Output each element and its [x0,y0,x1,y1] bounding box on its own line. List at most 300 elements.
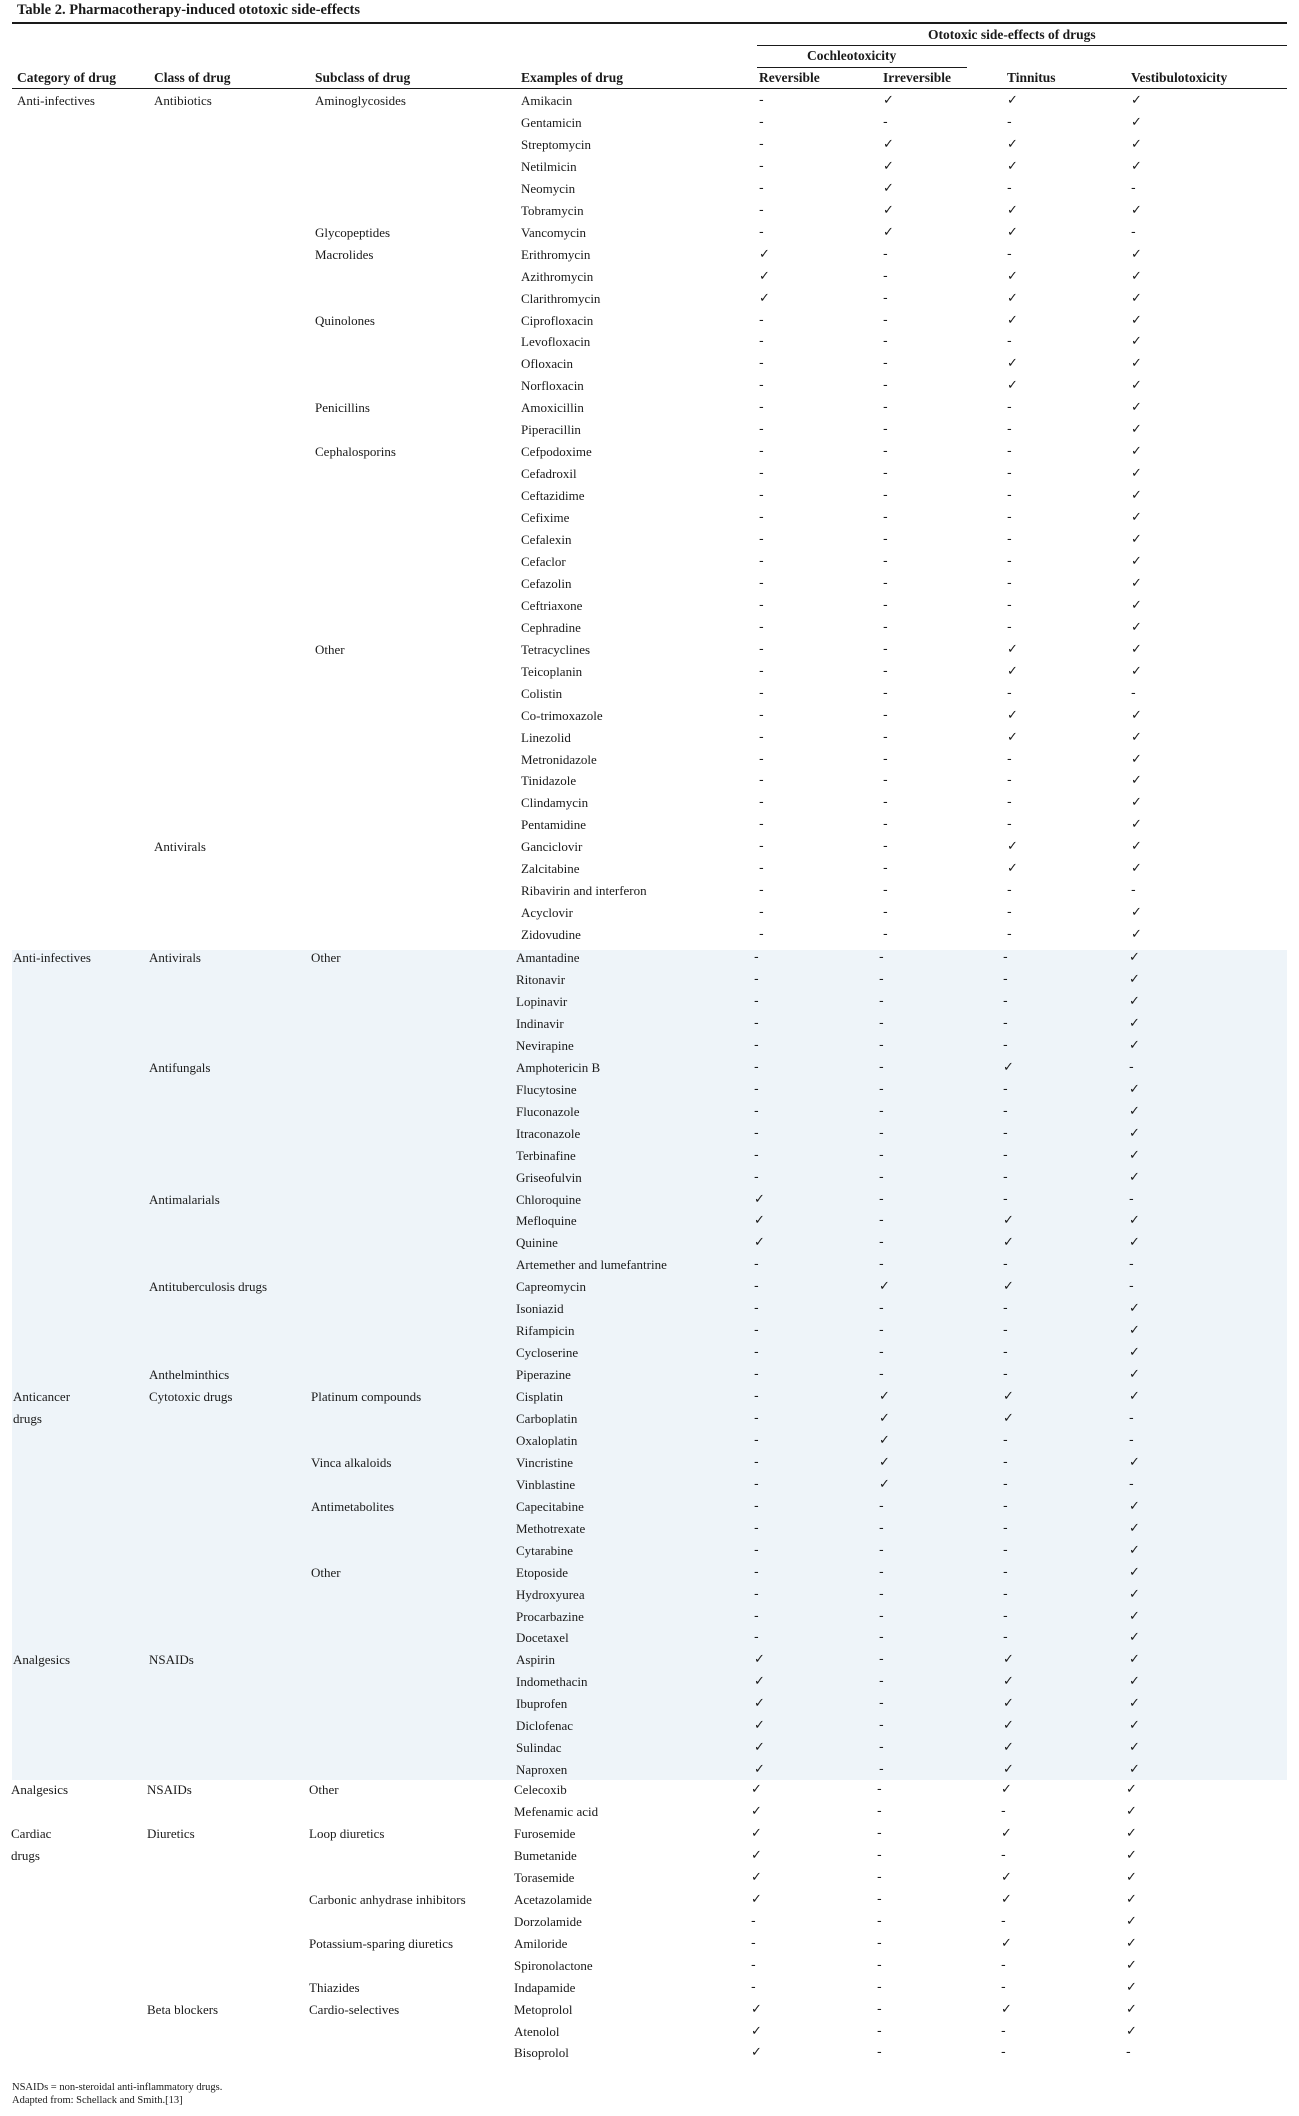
header-category: Category of drug [17,70,116,85]
cell-tinnitus: - [1007,444,1012,460]
cell-example: Vincristine [516,1454,573,1470]
cell-example: Zalcitabine [521,861,580,877]
cell-vestibulo: ✓ [1129,1301,1140,1317]
cell-tinnitus: - [1003,1323,1008,1339]
cell-subclass: Penicillins [315,400,370,416]
cell-reversible: - [754,1037,759,1053]
cell-irreversible: - [883,773,888,789]
cell-tinnitus: - [1001,1957,1006,1973]
cell-reversible: - [754,1476,759,1492]
cell-irreversible: - [879,1498,884,1514]
cell-example: Azithromycin [521,268,594,284]
cell-tinnitus: ✓ [1007,202,1018,218]
cell-example: Pentamidine [521,817,586,833]
cell-reversible: - [759,444,764,460]
cell-subclass: Carbonic anhydrase inhibitors [309,1891,466,1907]
cell-tinnitus: - [1003,1432,1008,1448]
header-class: Class of drug [154,70,231,85]
cell-tinnitus: ✓ [1007,312,1018,328]
cell-reversible: - [759,115,764,130]
cell-irreversible: - [883,246,888,262]
cell-subclass: Other [311,950,341,965]
cell-vestibulo: ✓ [1126,1957,1137,1973]
cell-tinnitus: ✓ [1003,1213,1014,1229]
cell-tinnitus: - [1007,400,1012,416]
cell-irreversible: - [883,422,888,438]
cell-reversible: ✓ [751,2001,762,2017]
cell-tinnitus: ✓ [1007,641,1018,657]
cell-class: Beta blockers [147,2001,219,2017]
cell-tinnitus: - [1003,1191,1008,1207]
cell-example: Methotrexate [516,1520,586,1536]
cell-example: Cefpodoxime [521,444,592,460]
cell-irreversible: - [879,1147,884,1163]
cell-irreversible: - [883,356,888,372]
cell-example: Chloroquine [516,1191,581,1207]
cell-example: Furosemide [514,1825,576,1841]
cell-vestibulo: ✓ [1131,663,1142,679]
cell-example: Netilmicin [521,158,577,174]
cell-example: Metronidazole [521,751,597,767]
cell-category: Anti-infectives [13,950,91,965]
cell-tinnitus: ✓ [1007,663,1018,679]
cell-example: Teicoplanin [521,663,583,679]
cell-irreversible: - [879,1718,884,1734]
cell-example: Tobramycin [521,202,584,218]
cell-vestibulo: ✓ [1129,1169,1140,1185]
cell-tinnitus: - [1007,795,1012,811]
cell-irreversible: - [879,1630,884,1646]
cell-irreversible: - [883,378,888,394]
cell-irreversible: - [879,1586,884,1602]
cell-tinnitus: - [1003,1169,1008,1185]
cell-vestibulo: ✓ [1129,1235,1140,1251]
cell-tinnitus: - [1003,950,1008,965]
cell-tinnitus: - [1003,1257,1008,1273]
cell-irreversible: - [877,1913,882,1929]
cell-reversible: ✓ [754,1191,765,1207]
cell-tinnitus: ✓ [1003,1389,1014,1404]
cell-vestibulo: ✓ [1129,1367,1140,1382]
cell-reversible: - [759,180,764,196]
cell-irreversible: ✓ [879,1476,890,1492]
cell-irreversible: - [877,1957,882,1973]
cell-example: Amiloride [514,1935,568,1951]
cell-reversible: - [759,510,764,526]
cell-reversible: - [751,1913,756,1929]
cell-irreversible: ✓ [879,1454,890,1470]
cell-reversible: - [759,839,764,855]
cell-example: Amoxicillin [521,400,584,416]
header-bottom-rule [12,88,1287,89]
cell-reversible: - [751,1979,756,1995]
cell-vestibulo: - [1131,224,1136,240]
cell-class: NSAIDs [147,1782,192,1797]
cell-tinnitus: - [1007,751,1012,767]
header-irreversible: Irreversible [883,70,951,85]
cell-reversible: - [754,972,759,987]
cell-category: Anti-infectives [17,93,95,108]
cell-tinnitus: - [1007,246,1012,262]
cell-tinnitus: ✓ [1007,356,1018,372]
cell-vestibulo: ✓ [1131,619,1142,635]
cell-example: Indapamide [514,1979,576,1995]
cell-reversible: - [754,1586,759,1602]
cell-example: Piperazine [516,1367,571,1382]
cell-reversible: - [754,1323,759,1339]
cell-reversible: - [759,422,764,438]
cell-reversible: - [759,685,764,701]
cell-reversible: - [754,1608,759,1624]
cell-tinnitus: - [1007,905,1012,921]
cell-example: Aspirin [516,1652,555,1668]
cell-reversible: - [759,795,764,811]
cell-reversible: - [759,378,764,394]
cell-irreversible: - [883,510,888,526]
header-group-rule [757,45,1287,46]
cell-reversible: - [754,1081,759,1097]
cell-irreversible: - [877,2023,882,2039]
cell-tinnitus: - [1007,532,1012,547]
cell-subclass: Platinum compounds [311,1389,422,1404]
cell-vestibulo: ✓ [1129,972,1140,987]
cell-vestibulo: ✓ [1129,1630,1140,1646]
cell-example: Neomycin [521,180,576,196]
cell-irreversible: - [879,1169,884,1185]
cell-irreversible: - [879,1696,884,1712]
cell-tinnitus: ✓ [1007,378,1018,394]
cell-vestibulo: ✓ [1129,1454,1140,1470]
cell-vestibulo: ✓ [1126,1847,1137,1863]
cell-tinnitus: ✓ [1007,136,1018,152]
cell-category: drugs [11,1847,40,1863]
cell-class: NSAIDs [149,1652,194,1668]
cell-example: Spironolactone [514,1957,593,1973]
cell-vestibulo: - [1129,1411,1134,1426]
cell-reversible: ✓ [751,1782,762,1797]
cell-tinnitus: - [1003,1037,1008,1053]
cell-example: Dorzolamide [514,1913,582,1929]
cell-tinnitus: - [1003,1476,1008,1492]
cell-vestibulo: ✓ [1129,1081,1140,1097]
cell-vestibulo: ✓ [1129,1213,1140,1229]
cell-subclass: Quinolones [315,312,375,328]
cell-example: Flucytosine [516,1081,577,1097]
cell-example: Bumetanide [514,1847,577,1863]
cell-irreversible: - [879,1213,884,1229]
cell-example: Mefloquine [516,1213,577,1229]
cell-reversible: ✓ [754,1762,765,1778]
header-vestibulo: Vestibulotoxicity [1131,70,1228,85]
cell-example: Artemether and lumefantrine [516,1257,667,1273]
cell-example: Linezolid [521,729,571,745]
cell-vestibulo: ✓ [1129,1520,1140,1536]
cell-class: Anthelminthics [149,1367,230,1382]
cell-reversible: - [754,1432,759,1448]
cell-irreversible: - [883,597,888,613]
cell-vestibulo: - [1129,1191,1134,1207]
cell-irreversible: - [883,839,888,855]
header-subclass: Subclass of drug [315,70,411,85]
cell-tinnitus: - [1007,817,1012,833]
cell-vestibulo: ✓ [1131,466,1142,482]
cell-reversible: - [754,1367,759,1382]
cell-example: Erithromycin [521,246,591,262]
cell-vestibulo: ✓ [1129,950,1140,965]
cell-irreversible: ✓ [879,1389,890,1404]
cell-irreversible: - [883,927,888,943]
cell-subclass: Other [311,1564,341,1580]
cell-vestibulo: ✓ [1131,554,1142,569]
cell-irreversible: - [883,488,888,504]
cell-tinnitus: - [1007,685,1012,701]
cell-irreversible: - [879,1367,884,1382]
cell-tinnitus: - [1007,466,1012,482]
cell-example: Ciprofloxacin [521,312,594,328]
cell-reversible: ✓ [754,1718,765,1734]
cell-reversible: - [759,905,764,921]
cell-reversible: - [759,597,764,613]
cell-tinnitus: - [1007,422,1012,438]
cell-reversible: - [754,1279,759,1295]
cell-category: Analgesics [13,1652,71,1668]
cell-example: Celecoxib [514,1782,567,1797]
cell-tinnitus: - [1001,2023,1006,2039]
cell-vestibulo: ✓ [1131,795,1142,811]
cell-tinnitus: ✓ [1003,1279,1014,1295]
cell-reversible: - [759,554,764,569]
cell-vestibulo: ✓ [1129,1389,1140,1404]
cell-reversible: - [754,1564,759,1580]
cell-reversible: - [754,993,759,1009]
cell-tinnitus: ✓ [1007,158,1018,174]
cell-vestibulo: ✓ [1131,334,1142,350]
cell-reversible: - [759,861,764,877]
cell-irreversible: - [877,1782,882,1797]
cell-tinnitus: - [1003,1564,1008,1580]
cell-example: Atenolol [514,2023,560,2039]
cell-irreversible: - [879,1740,884,1756]
cell-example: Isoniazid [516,1301,564,1317]
cell-tinnitus: ✓ [1003,1718,1014,1734]
cell-vestibulo: ✓ [1131,839,1142,855]
cell-reversible: - [759,488,764,504]
cell-vestibulo: ✓ [1131,422,1142,438]
cell-irreversible: - [883,466,888,482]
cell-irreversible: - [883,663,888,679]
cell-vestibulo: ✓ [1131,136,1142,152]
cell-example: Levofloxacin [521,334,591,350]
cell-vestibulo: - [1129,1257,1134,1273]
cell-tinnitus: - [1007,927,1012,943]
cell-tinnitus: ✓ [1003,1696,1014,1712]
cell-example: Nevirapine [516,1037,574,1053]
cell-tinnitus: - [1007,575,1012,591]
cell-example: Carboplatin [516,1411,578,1426]
cell-tinnitus: - [1003,1367,1008,1382]
cell-tinnitus: - [1003,1103,1008,1119]
cell-vestibulo: ✓ [1131,312,1142,328]
cell-vestibulo: ✓ [1126,1804,1137,1819]
cell-vestibulo: ✓ [1131,751,1142,767]
cell-example: Rifampicin [516,1323,575,1339]
cell-reversible: - [759,158,764,174]
cell-example: Clarithromycin [521,290,601,306]
cell-example: Docetaxel [516,1630,569,1646]
cell-example: Ganciclovir [521,839,583,855]
cell-irreversible: - [877,1891,882,1907]
table-title: Table 2. Pharmacotherapy-induced ototoxic side-effects [17,2,360,18]
cell-vestibulo: - [1129,1432,1134,1448]
cell-tinnitus: - [1003,1630,1008,1646]
cell-irreversible: - [879,1564,884,1580]
title-rule [12,22,1287,24]
cell-vestibulo: ✓ [1131,488,1142,504]
cell-reversible: - [754,1389,759,1404]
cell-vestibulo: ✓ [1131,400,1142,416]
cell-reversible: ✓ [754,1213,765,1229]
cell-example: Cephradine [521,619,581,635]
cell-vestibulo: ✓ [1131,158,1142,174]
cell-example: Etoposide [516,1564,568,1580]
cell-example: Lopinavir [516,993,568,1009]
cell-irreversible: - [879,1345,884,1361]
cell-irreversible: - [879,1015,884,1031]
cell-vestibulo: ✓ [1126,2001,1137,2017]
cell-class: Antibiotics [154,93,212,108]
cell-reversible: - [759,641,764,657]
cell-irreversible: - [883,883,888,899]
cell-vestibulo: ✓ [1131,268,1142,284]
cell-reversible: - [759,927,764,943]
cell-tinnitus: - [1001,1804,1006,1819]
cell-vestibulo: ✓ [1131,905,1142,921]
cell-irreversible: - [879,1674,884,1690]
header-subgroup: Cochleotoxicity [807,48,897,63]
cell-vestibulo: ✓ [1129,1125,1140,1141]
cell-reversible: ✓ [759,246,770,262]
cell-class: Antifungals [149,1059,211,1075]
cell-reversible: - [754,1301,759,1317]
cell-tinnitus: - [1003,1454,1008,1470]
cell-example: Ribavirin and interferon [521,883,647,899]
cell-irreversible: - [879,1103,884,1119]
cell-example: Vinblastine [516,1476,576,1492]
cell-vestibulo: ✓ [1129,1103,1140,1119]
cell-tinnitus: - [1003,1498,1008,1514]
cell-example: Tinidazole [521,773,577,789]
cell-reversible: - [759,773,764,789]
cell-vestibulo: ✓ [1131,290,1142,306]
cell-class: Antimalarials [149,1191,220,1207]
cell-vestibulo: ✓ [1131,817,1142,833]
cell-example: Capecitabine [516,1498,584,1514]
cell-tinnitus: - [1007,510,1012,526]
cell-example: Naproxen [516,1762,568,1778]
footnote-abbrev: NSAIDs = non-steroidal anti-inflammatory drugs. [12,2082,223,2093]
cell-tinnitus: - [1001,1847,1006,1863]
cell-example: Amikacin [521,93,573,108]
cell-vestibulo: ✓ [1131,773,1142,789]
cell-class: Diuretics [147,1825,195,1841]
cell-tinnitus: - [1007,619,1012,635]
cell-tinnitus: - [1003,1542,1008,1558]
cell-example: Fluconazole [516,1103,580,1119]
cell-class: Antivirals [154,839,206,855]
cell-tinnitus: ✓ [1003,1762,1014,1778]
cell-irreversible: ✓ [879,1279,890,1295]
cell-example: Colistin [521,685,563,701]
cell-example: Streptomycin [521,136,592,152]
cell-reversible: - [754,1125,759,1141]
cell-irreversible: - [883,707,888,723]
cell-irreversible: ✓ [883,202,894,218]
cell-irreversible: ✓ [883,93,894,108]
cell-irreversible: - [883,554,888,569]
cell-subclass: Loop diuretics [309,1825,385,1841]
cell-tinnitus: ✓ [1007,290,1018,306]
cell-reversible: - [759,663,764,679]
cell-vestibulo: ✓ [1129,1762,1140,1778]
cell-example: Cefaclor [521,554,566,569]
cell-tinnitus: - [1007,488,1012,504]
cell-vestibulo: ✓ [1126,1935,1137,1951]
cell-vestibulo: ✓ [1131,444,1142,460]
cell-reversible: - [759,400,764,416]
cell-irreversible: ✓ [879,1432,890,1448]
cell-tinnitus: - [1001,2045,1006,2061]
cell-irreversible: - [883,729,888,745]
cell-category: Cardiac [11,1825,52,1841]
cell-irreversible: - [879,972,884,987]
cell-irreversible: - [883,751,888,767]
cell-reversible: - [759,136,764,152]
cell-tinnitus: - [1003,1520,1008,1536]
cell-vestibulo: ✓ [1131,356,1142,372]
cell-example: Cefixime [521,510,570,526]
cell-subclass: Antimetabolites [311,1498,395,1514]
cell-example: Ibuprofen [516,1696,568,1712]
cell-reversible: - [754,1103,759,1119]
cell-tinnitus: ✓ [1001,1825,1012,1841]
cell-irreversible: - [883,115,888,130]
cell-vestibulo: ✓ [1131,575,1142,591]
cell-example: Vancomycin [521,224,586,240]
cell-vestibulo: ✓ [1131,927,1142,943]
cell-irreversible: - [883,861,888,877]
cell-irreversible: - [883,268,888,284]
cell-example: Cefalexin [521,532,572,547]
footnote-source: Adapted from: Schellack and Smith.[13] [12,2095,183,2106]
cell-irreversible: - [883,334,888,350]
cell-irreversible: - [877,2045,882,2061]
cell-tinnitus: ✓ [1001,1782,1012,1797]
cell-irreversible: - [879,1520,884,1536]
cell-vestibulo: - [1129,1476,1134,1492]
cell-subclass: Cardio-selectives [309,2001,400,2017]
cell-vestibulo: ✓ [1131,246,1142,262]
cell-tinnitus: - [1003,1608,1008,1624]
cell-reversible: - [754,1542,759,1558]
cell-reversible: - [751,1935,756,1951]
cell-vestibulo: ✓ [1129,1498,1140,1514]
cell-example: Indomethacin [516,1674,588,1690]
cell-tinnitus: - [1001,1979,1006,1995]
cell-tinnitus: ✓ [1003,1411,1014,1426]
cell-reversible: ✓ [759,290,770,306]
cell-vestibulo: ✓ [1129,1696,1140,1712]
cell-example: Acetazolamide [514,1891,592,1907]
